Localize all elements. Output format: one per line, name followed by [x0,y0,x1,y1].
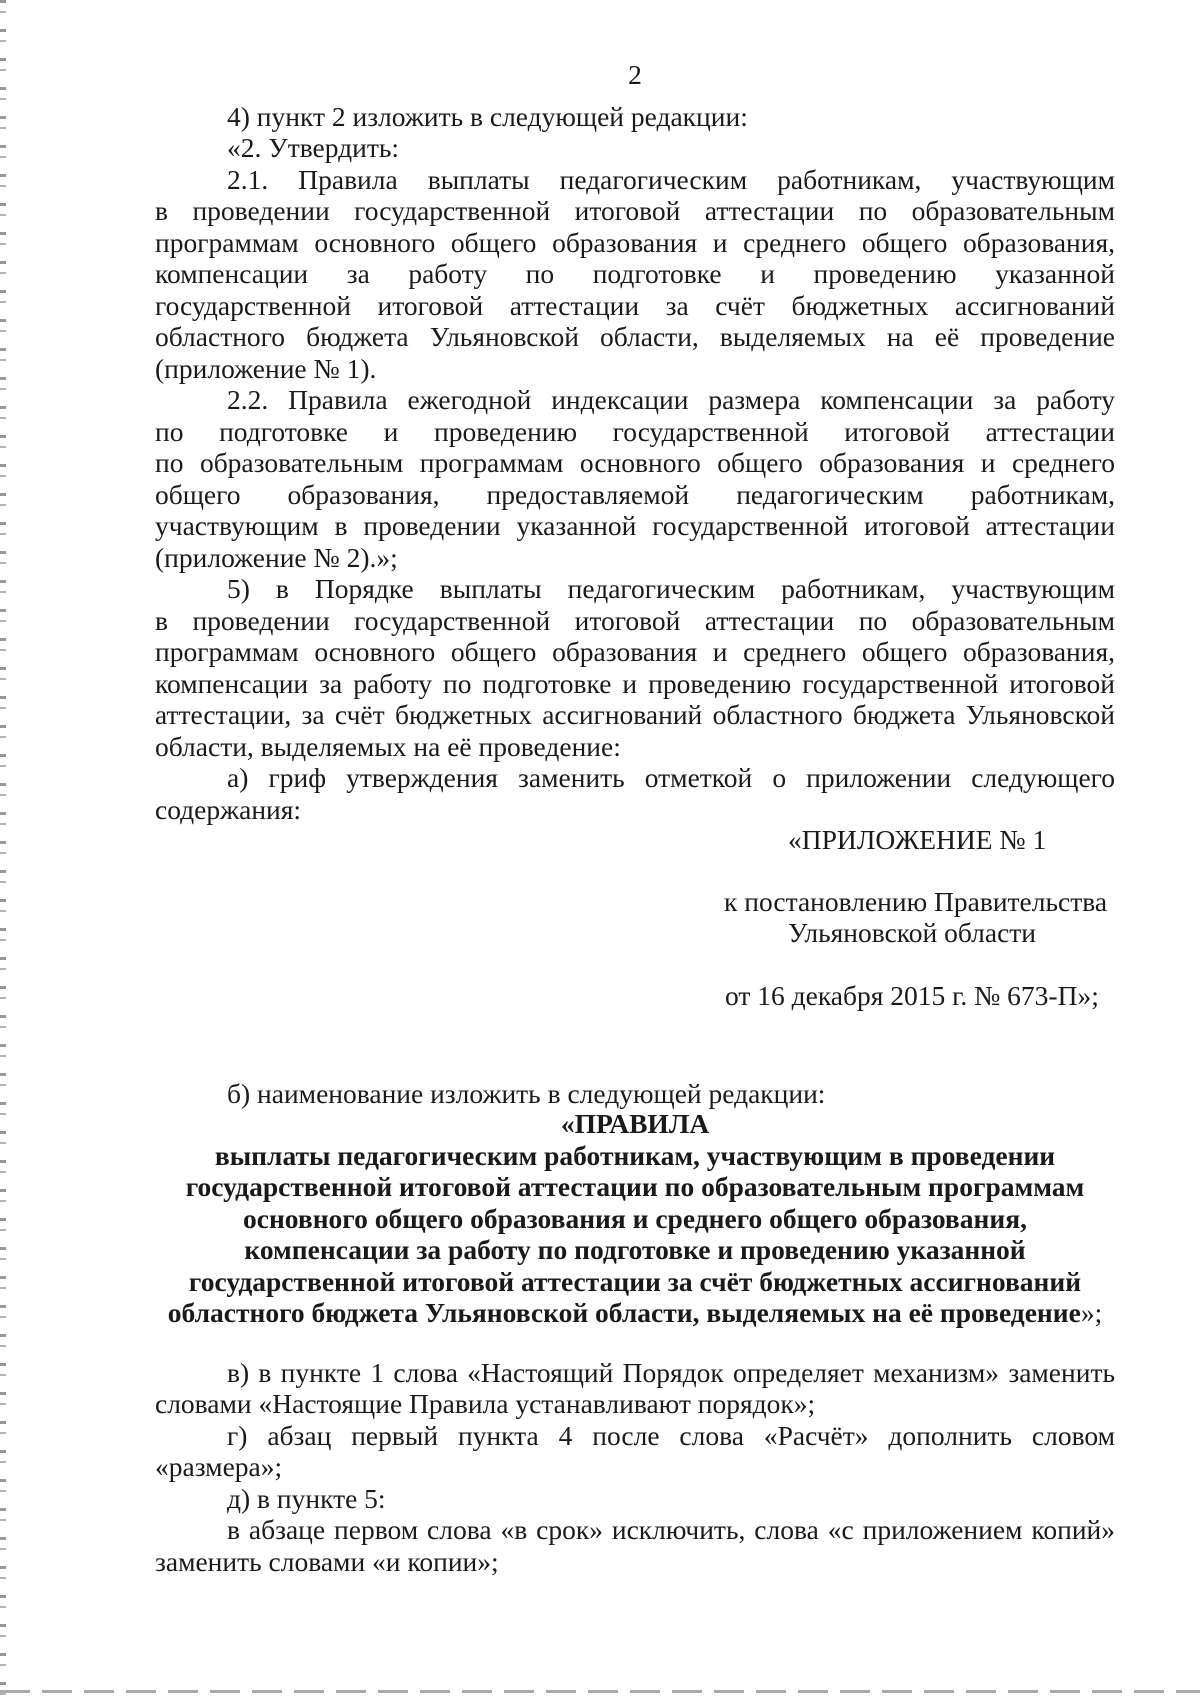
item-v-line: в) в пункте 1 слова «Настоящий Порядок определяет механизм» заменить [227,1357,1115,1388]
p22-line: (приложение № 2).»; [155,542,398,573]
p22-line: участвующим в проведении указанной государственной итоговой аттестации [155,510,1115,541]
p21-line: в проведении государственной итоговой аттестации по образовательным [155,195,1115,226]
rules-title-line: компенсации за работу по подготовке и проведению указанной [244,1234,1026,1265]
p21-line: (приложение № 1). [155,353,377,384]
p22-line: общего образования, предоставляемой педагогическим работникам, [155,479,1115,510]
rules-title-line: государственной итоговой аттестации по образовательным программам [185,1171,1085,1202]
p22-line: по образовательным программам основного общего образования и среднего [155,447,1115,478]
annex-title: «ПРИЛОЖЕНИЕ № 1 [788,824,1047,855]
rules-title-tail: »; [1080,1297,1103,1328]
item5a-line: содержания: [155,794,302,825]
rules-title-line: основного общего образования и среднего общего образования, [243,1203,1027,1234]
rules-heading: «ПРАВИЛА [560,1108,710,1139]
rules-title-line: государственной итоговой аттестации за счёт бюджетных ассигнований [188,1266,1082,1297]
item-v-line: словами «Настоящие Правила устанавливают порядок»; [155,1388,816,1419]
item5-line: аттестации, за счёт бюджетных ассигнований областного бюджета Ульяновской [155,699,1115,730]
item-d-line: заменить словами «и копии»; [155,1546,499,1577]
p21-line: областного бюджета Ульяновской области, выделяемых на её проведение [155,321,1115,352]
p22-line: 2.2. Правила ежегодной индексации размера компенсации за работу [227,384,1115,415]
item5-line: 5) в Порядке выплаты педагогическим работникам, участвующим [227,573,1115,604]
rules-title-last-line [155,1297,1115,1329]
item-g-line: г) абзац первый пункта 4 после слова «Расчёт» дополнить словом [227,1420,1115,1451]
annex-to-resolution: к постановлению Правительства [724,886,1108,917]
p21-line: 2.1. Правила выплаты педагогическим работникам, участвующим [227,164,1115,195]
item5-line: программам основного общего образования и среднего общего образования, [155,636,1115,667]
item5-line: компенсации за работу по подготовке и проведению государственной итоговой [155,668,1115,699]
item-d-intro: д) в пункте 5: [227,1483,386,1514]
rules-title-line: областного бюджета Ульяновской области, выделяемых на её проведение [167,1297,1081,1328]
item-b-intro: б) наименование изложить в следующей редакции: [227,1078,826,1109]
annex-region: Ульяновской области [788,917,1037,948]
item-g-line: «размера»; [155,1451,283,1482]
item5-line: в проведении государственной итоговой аттестации по образовательным [155,605,1115,636]
p21-line: компенсации за работу по подготовке и проведению указанной [155,258,1115,289]
item5-line: области, выделяемых на её проведение: [155,731,621,762]
p21-line: государственной итоговой аттестации за счёт бюджетных ассигнований [155,290,1115,321]
item5a-line: а) гриф утверждения заменить отметкой о приложении следующего [227,762,1115,793]
scan-bottom-edge [0,1690,1200,1693]
item4-intro: 4) пункт 2 изложить в следующей редакции: [227,101,748,132]
scan-left-edge [0,0,6,1698]
p22-line: по подготовке и проведению государственной итоговой аттестации [155,416,1115,447]
item4-approve: «2. Утвердить: [227,132,400,163]
p21-line: программам основного общего образования и среднего общего образования, [155,227,1115,258]
annex-date-number: от 16 декабря 2015 г. № 673-П»; [725,980,1099,1011]
rules-title-line: выплаты педагогическим работникам, участвующим в проведении [214,1140,1056,1171]
page-number: 2 [628,59,642,90]
item-d-line: в абзаце первом слова «в срок» исключить, слова «с приложением копий» [227,1514,1115,1545]
